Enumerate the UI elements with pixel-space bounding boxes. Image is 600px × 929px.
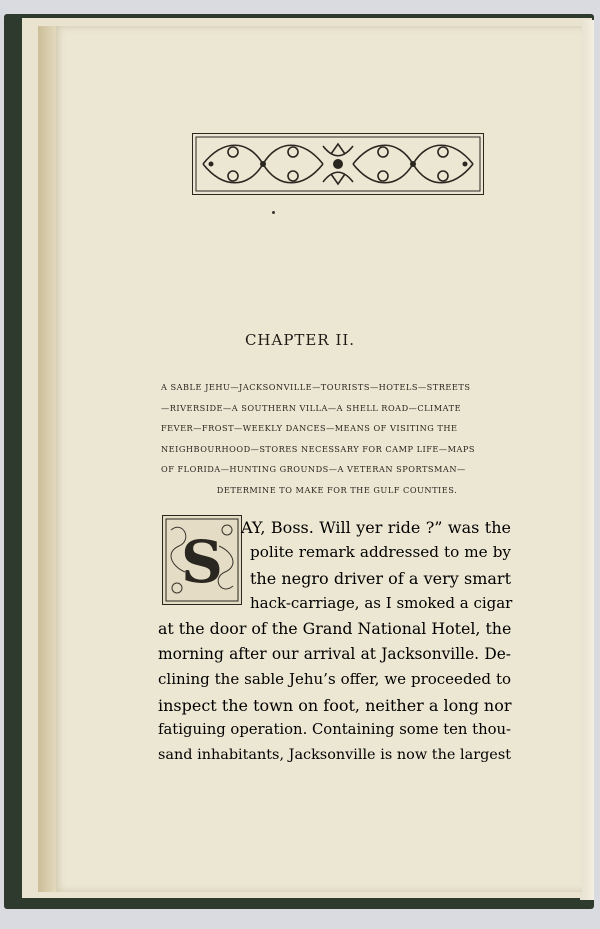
page-stack-edge <box>580 20 594 900</box>
chapter-title: CHAPTER II. <box>244 331 356 349</box>
body-line: sand inhabitants, Jacksonville is now the largest <box>158 747 511 763</box>
synopsis-line: DETERMINE TO MAKE FOR THE GULF COUNTIES. <box>216 484 458 495</box>
body-line: morning after our arrival at Jacksonville. De- <box>158 645 511 663</box>
body-line: hack-carriage, as I smoked a cigar <box>250 594 513 612</box>
body-line: fatiguing operation. Containing some ten thou- <box>158 721 512 738</box>
body-line: at the door of the Grand National Hotel, the <box>158 619 512 638</box>
synopsis-line: NEIGHBOURHOOD—STORES NECESSARY FOR CAMP LIFE—MAPS <box>161 443 476 454</box>
body-line: polite remark addressed to me by <box>250 543 511 561</box>
ornament-dot <box>272 211 275 214</box>
body-line: inspect the town on foot, neither a long nor <box>158 696 512 715</box>
synopsis-line: OF FLORIDA—HUNTING GROUNDS—A VETERAN SPORTSMAN— <box>161 464 466 474</box>
chapter-synopsis <box>161 377 513 500</box>
body-line: AY, Boss. Will yer ride ?” was the <box>241 518 511 537</box>
drop-cap-initial <box>162 515 242 605</box>
page-gutter <box>38 26 56 892</box>
body-line: clining the sable Jehu’s offer, we proceeded to <box>158 670 511 688</box>
synopsis-line: A SABLE JEHU—JACKSONVILLE—TOURISTS—HOTELS—STREETS <box>161 382 471 392</box>
ornamental-headpiece <box>192 133 484 195</box>
drop-cap-letter: S <box>181 528 223 596</box>
synopsis-line: —RIVERSIDE—A SOUTHERN VILLA—A SHELL ROAD—CLIMATE <box>161 402 462 413</box>
synopsis-line: FEVER—FROST—WEEKLY DANCES—MEANS OF VISITING THE <box>161 423 458 433</box>
body-line: the negro driver of a very smart <box>250 569 511 588</box>
